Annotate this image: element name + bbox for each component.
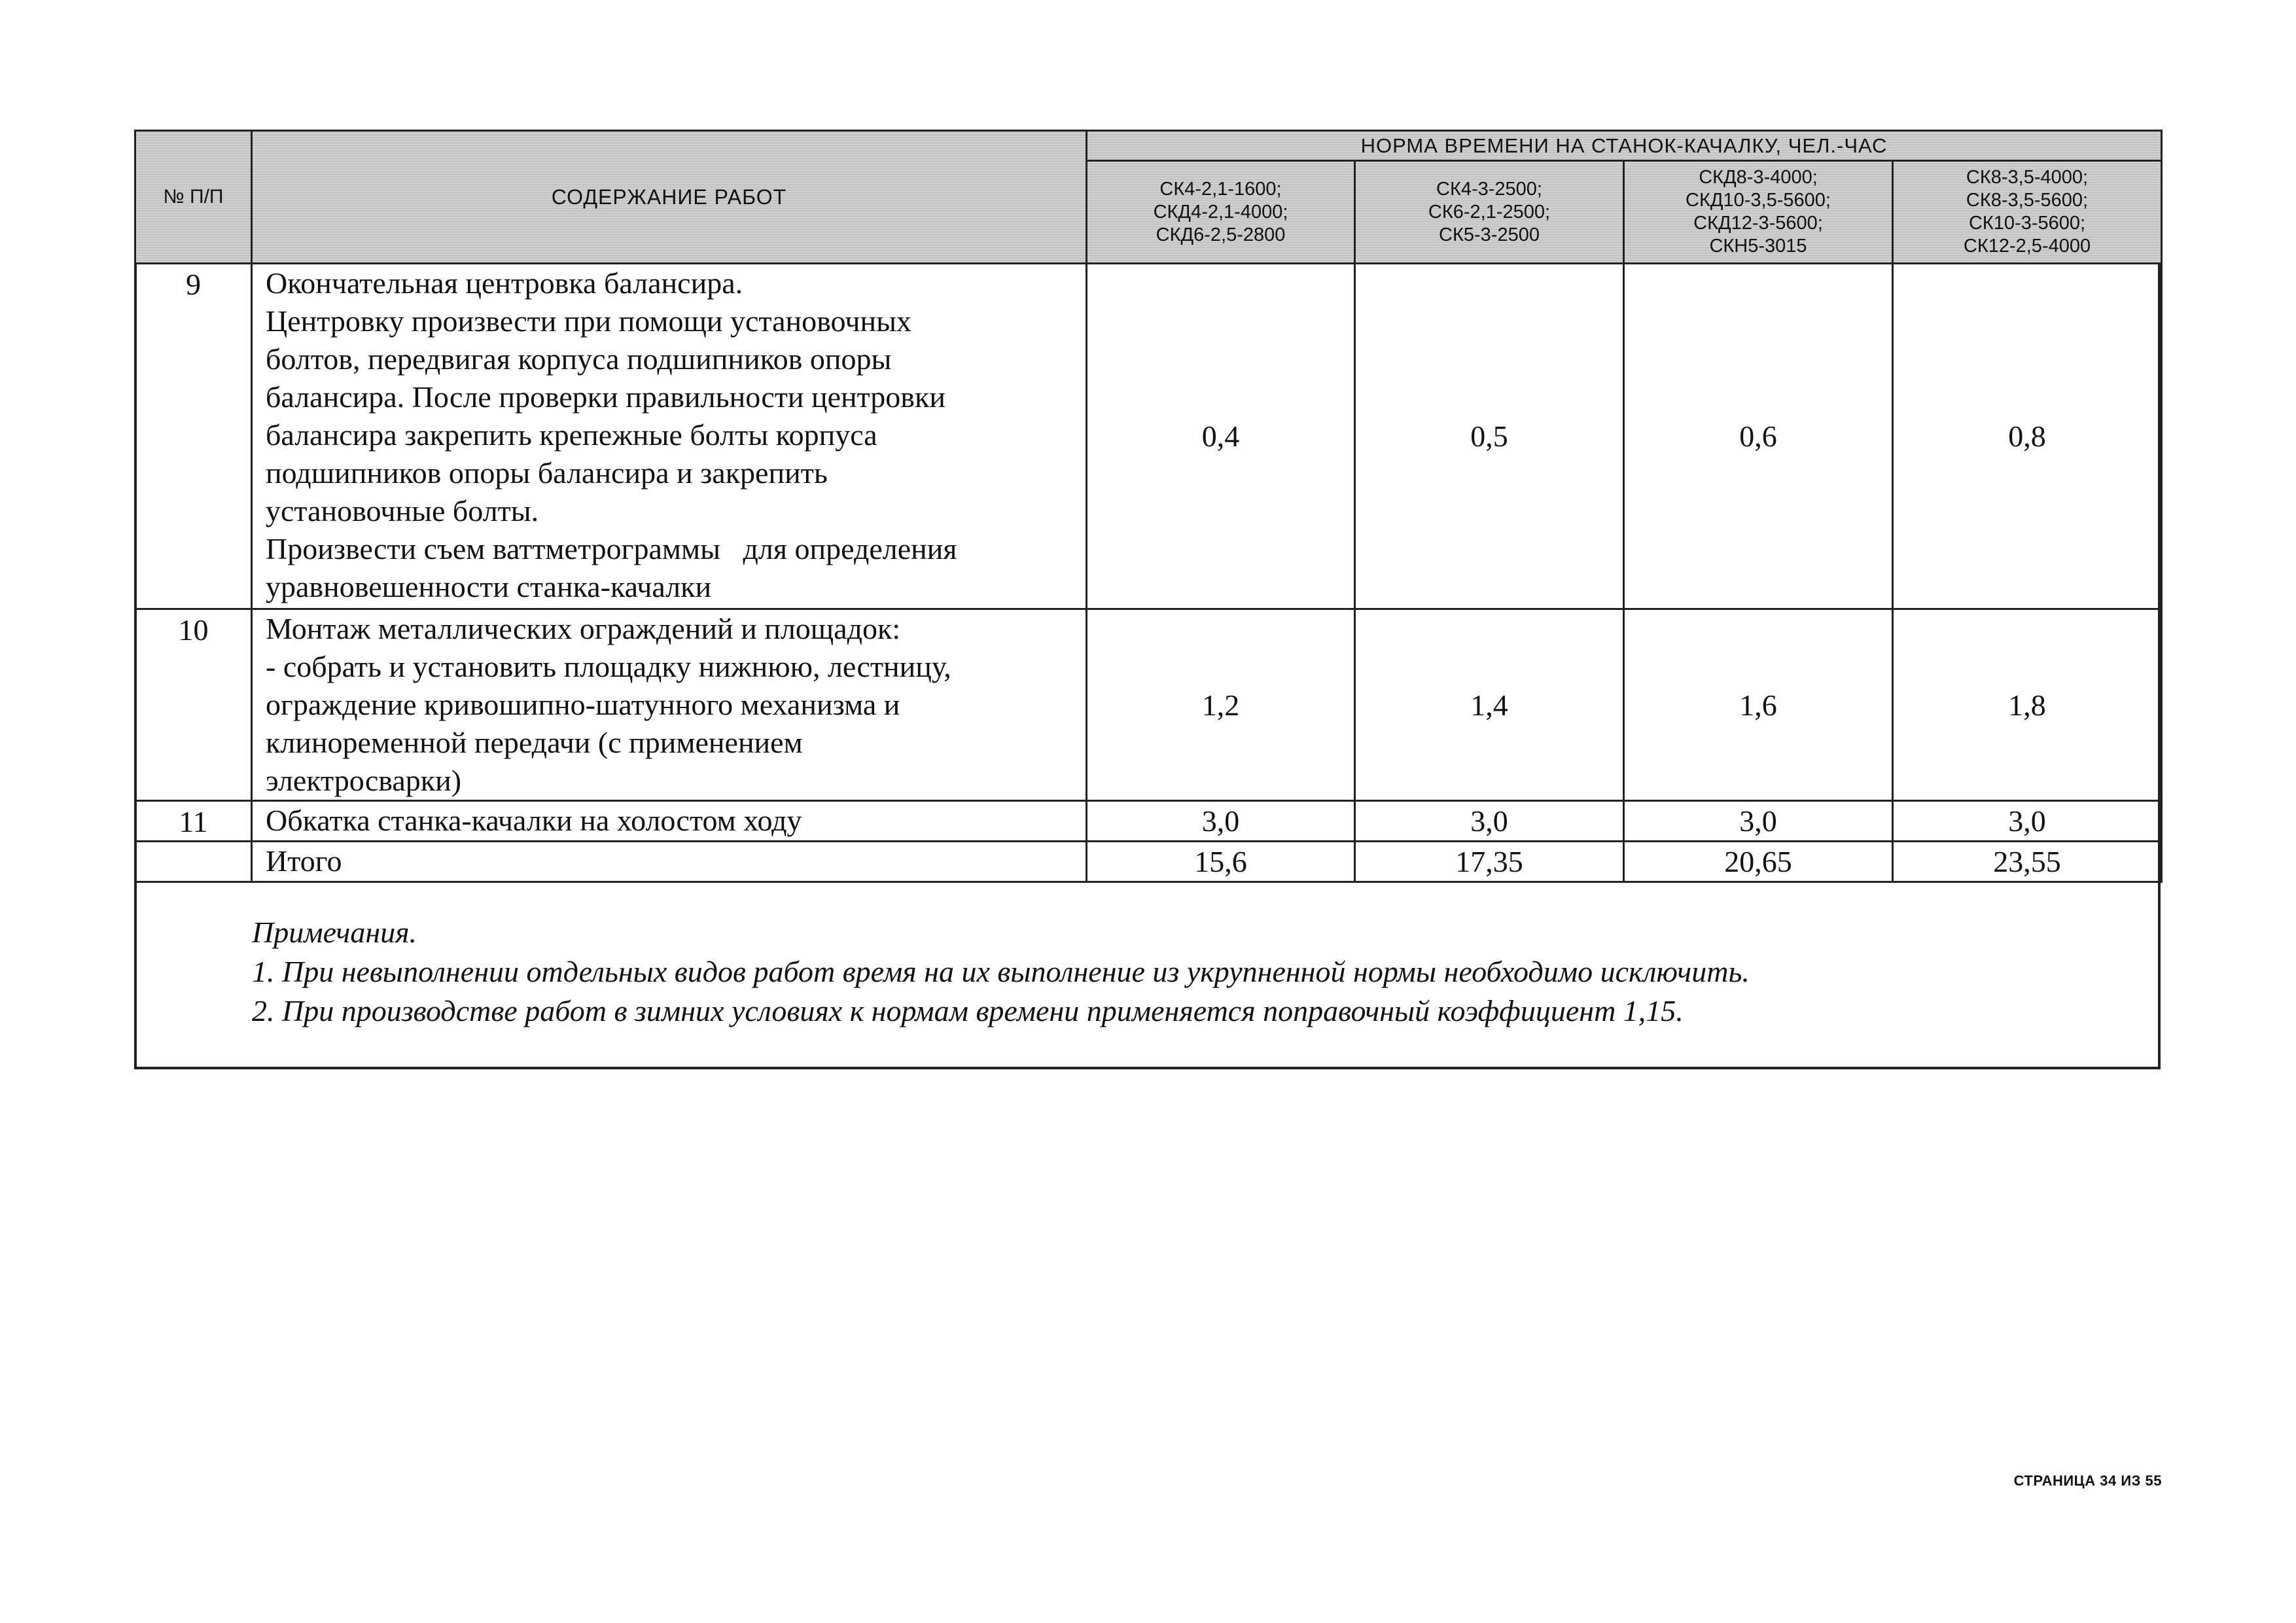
norm-value: 1,8 [1893,609,2162,801]
header-column-3-line: СКД10-3,5-5600; [1686,190,1831,211]
header-column-1-line: СК4-2,1-1600; [1159,178,1282,200]
note-item: 1. При невыполнении отдельных видов работ время на их выполнение из укрупненной нормы необходимо исключить. [252,955,1750,988]
norm-value: 1,6 [1624,609,1893,801]
table-row [135,609,2162,801]
description-line: ограждение кривошипно-шатунного механизма и [266,688,900,721]
table-row [135,801,2162,842]
header-column-3-line: СКД12-3-5600; [1693,213,1823,234]
header-content: СОДЕРЖАНИЕ РАБОТ [252,131,1087,264]
norm-value: 0,8 [1893,264,2162,609]
description-line: болтов, передвигая корпуса подшипников опоры [266,342,892,376]
header-column-4 [1893,161,2162,264]
work-description [252,801,1087,842]
header-column-3 [1624,161,1893,264]
page-number: СТРАНИЦА 34 ИЗ 55 [2013,1472,2162,1489]
header-norm-group: НОРМА ВРЕМЕНИ НА СТАНОК-КАЧАЛКУ, ЧЕЛ.-ЧАС [1087,131,2162,161]
row-number: 10 [135,609,252,801]
norm-value: 3,0 [1624,801,1893,842]
header-column-1-line: СКД6-2,5-2800 [1156,224,1286,245]
norm-value: 1,2 [1087,609,1355,801]
note-item: 2. При производстве работ в зимних условиях к нормам времени применяется поправочный коэффициент 1,15. [252,994,1684,1027]
header-column-2-line: СК5-3-2500 [1439,224,1540,245]
header-column-1-line: СКД4-2,1-4000; [1153,201,1288,223]
work-description [252,264,1087,609]
header-column-2-line: СК6-2,1-2500; [1428,201,1551,223]
header-column-4-line: СК10-3-5600; [1968,213,2086,234]
header-column-4-line: СК12-2,5-4000 [1963,236,2091,257]
description-line: электросварки) [266,764,462,797]
description-line: Обкатка станка-качалки на холостом ходу [266,804,802,837]
header-column-3-line: СКН5-3015 [1709,236,1807,257]
description-line: Произвести съем ваттметрограммы для определения [266,532,957,565]
header-column-2-line: СК4-3-2500; [1436,178,1542,200]
description-line: балансира. После проверки правильности центровки [266,380,945,414]
total-value: 15,6 [1087,842,1355,882]
norm-value: 1,4 [1355,609,1624,801]
work-description [252,609,1087,801]
description-line: Окончательная центровка балансира. [266,266,743,300]
norm-value: 3,0 [1893,801,2162,842]
total-value: 20,65 [1624,842,1893,882]
norm-value: 0,6 [1624,264,1893,609]
description-line: - собрать и установить площадку нижнюю, лестницу, [266,650,951,683]
description-line: уравновешенности станка-качалки [266,570,712,603]
row-number [135,842,252,882]
description-line: Центровку произвести при помощи установочных [266,304,912,338]
total-row [135,842,2162,882]
notes-section [252,913,1750,1031]
header-num: № П/П [135,131,252,264]
norm-value: 0,5 [1355,264,1624,609]
norm-value: 0,4 [1087,264,1355,609]
description-line: установочные болты. [266,494,539,527]
description-line: Итого [266,844,342,878]
description-line: подшипников опоры балансира и закрепить [266,456,828,490]
norm-value: 3,0 [1355,801,1624,842]
total-label [252,842,1087,882]
description-line: балансира закрепить крепежные болты корпуса [266,418,877,452]
header-column-1 [1087,161,1355,264]
header-column-4-line: СК8-3,5-4000; [1966,167,2089,188]
row-number: 11 [135,801,252,842]
row-number: 9 [135,264,252,609]
total-value: 17,35 [1355,842,1624,882]
description-line: Монтаж металлических ограждений и площадок: [266,612,901,645]
header-column-2 [1355,161,1624,264]
header-column-3-line: СКД8-3-4000; [1699,167,1818,188]
time-norms-table [134,130,2163,883]
norm-value: 3,0 [1087,801,1355,842]
total-value: 23,55 [1893,842,2162,882]
header-column-4-line: СК8-3,5-5600; [1966,190,2089,211]
notes-title: Примечания. [252,916,417,949]
description-line: клиноременной передачи (с применением [266,726,803,759]
table-row [135,264,2162,609]
